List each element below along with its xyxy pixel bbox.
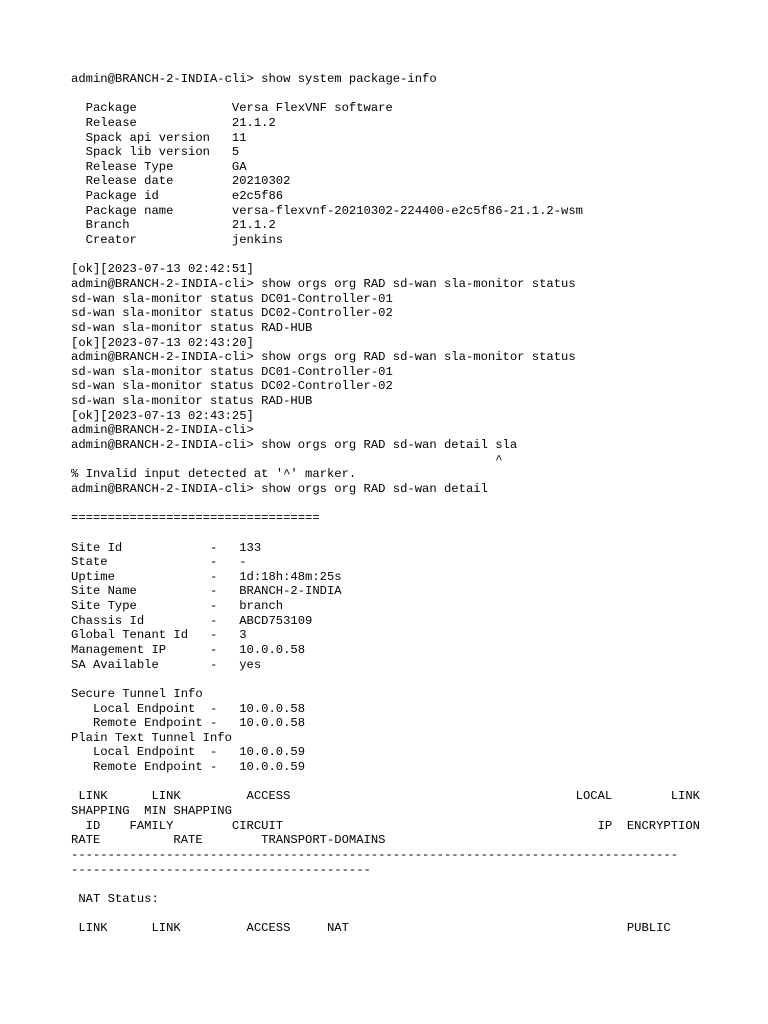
sla-monitor-status-line: sd-wan sla-monitor status DC01-Controller-01 (71, 364, 393, 379)
nat-table-header-line: LINK LINK ACCESS NAT PUBLIC (71, 921, 671, 936)
package-info-line: Branch 21.1.2 (71, 218, 276, 233)
nat-status-heading: NAT Status: (71, 891, 159, 906)
cli-prompt-line: admin@BRANCH-2-INDIA-cli> show system package-info (71, 72, 437, 86)
ok-timestamp-line: [ok][2023-07-13 02:43:25] (71, 408, 254, 423)
site-detail-line: Management IP - 10.0.0.58 (71, 642, 306, 657)
tunnel-info-line: Remote Endpoint - 10.0.0.59 (71, 760, 306, 775)
package-info-line: Release Type GA (71, 159, 247, 174)
cli-prompt-line: admin@BRANCH-2-INDIA-cli> show orgs org RAD sd-wan sla-monitor status (71, 350, 576, 365)
sla-monitor-status-line: sd-wan sla-monitor status DC02-Controller-02 (71, 306, 393, 321)
package-info-line: Spack api version 11 (71, 130, 247, 145)
table-divider-line: ----------------------------------------- (71, 862, 371, 877)
blank-line (71, 877, 751, 892)
ok-timestamp-line: [ok][2023-07-13 02:43:20] (71, 335, 254, 350)
package-info-line: Package Versa FlexVNF software (71, 101, 393, 116)
cli-prompt-line: admin@BRANCH-2-INDIA-cli> show orgs org RAD sd-wan detail (71, 481, 488, 496)
tunnel-info-line: Remote Endpoint - 10.0.0.58 (71, 716, 306, 731)
table-header-line: ID FAMILY CIRCUIT IP ENCRYPTION (71, 818, 700, 833)
package-info-line: Release date 20210302 (71, 174, 291, 189)
sla-monitor-status-line: sd-wan sla-monitor status RAD-HUB (71, 394, 313, 409)
table-header-line: LINK LINK ACCESS LOCAL LINK (71, 789, 700, 804)
site-detail-line: Global Tenant Id - 3 (71, 628, 247, 643)
separator-line: ================================== (71, 511, 320, 526)
tunnel-info-line: Local Endpoint - 10.0.0.59 (71, 745, 306, 760)
error-caret-line: ^ (71, 452, 503, 467)
error-message-line: % Invalid input detected at '^' marker. (71, 467, 357, 482)
blank-line (71, 497, 751, 512)
site-detail-line: Chassis Id - ABCD753109 (71, 613, 313, 628)
site-detail-line: SA Available - yes (71, 657, 262, 672)
blank-line (71, 775, 751, 790)
site-detail-line: Site Name - BRANCH-2-INDIA (71, 584, 342, 599)
package-info-line: Release 21.1.2 (71, 115, 276, 130)
blank-line (71, 672, 751, 687)
blank-line (71, 526, 751, 541)
cli-prompt-line: admin@BRANCH-2-INDIA-cli> (71, 423, 254, 438)
site-detail-line: Site Id - 133 (71, 540, 262, 555)
table-header-line: RATE RATE TRANSPORT-DOMAINS (71, 833, 386, 848)
tunnel-info-heading: Plain Text Tunnel Info (71, 730, 232, 745)
blank-line (71, 248, 751, 263)
sla-monitor-status-line: sd-wan sla-monitor status RAD-HUB (71, 320, 313, 335)
tunnel-info-heading: Secure Tunnel Info (71, 686, 203, 701)
table-header-line: SHAPPING MIN SHAPPING (71, 804, 232, 819)
table-divider-line: ----------------------------------------------------------------------------------- (71, 847, 679, 862)
blank-line (71, 907, 751, 922)
tunnel-info-line: Local Endpoint - 10.0.0.58 (71, 701, 306, 716)
site-detail-line: Uptime - 1d:18h:48m:25s (71, 569, 342, 584)
sla-monitor-status-line: sd-wan sla-monitor status DC01-Controller-01 (71, 291, 393, 306)
cli-prompt-line: admin@BRANCH-2-INDIA-cli> show orgs org RAD sd-wan detail sla (71, 438, 518, 453)
blank-line (71, 87, 751, 102)
site-detail-line: State - - (71, 555, 247, 570)
package-info-line: Spack lib version 5 (71, 145, 240, 160)
cli-terminal-output (71, 72, 751, 936)
package-info-line: Package id e2c5f86 (71, 189, 284, 204)
site-detail-line: Site Type - branch (71, 599, 284, 614)
cli-prompt-line: admin@BRANCH-2-INDIA-cli> show orgs org RAD sd-wan sla-monitor status (71, 276, 576, 291)
ok-timestamp-line: [ok][2023-07-13 02:42:51] (71, 262, 254, 277)
package-info-line: Creator jenkins (71, 233, 284, 248)
sla-monitor-status-line: sd-wan sla-monitor status DC02-Controller-02 (71, 379, 393, 394)
package-info-line: Package name versa-flexvnf-20210302-224400-e2c5f86-21.1.2-wsm (71, 203, 583, 218)
